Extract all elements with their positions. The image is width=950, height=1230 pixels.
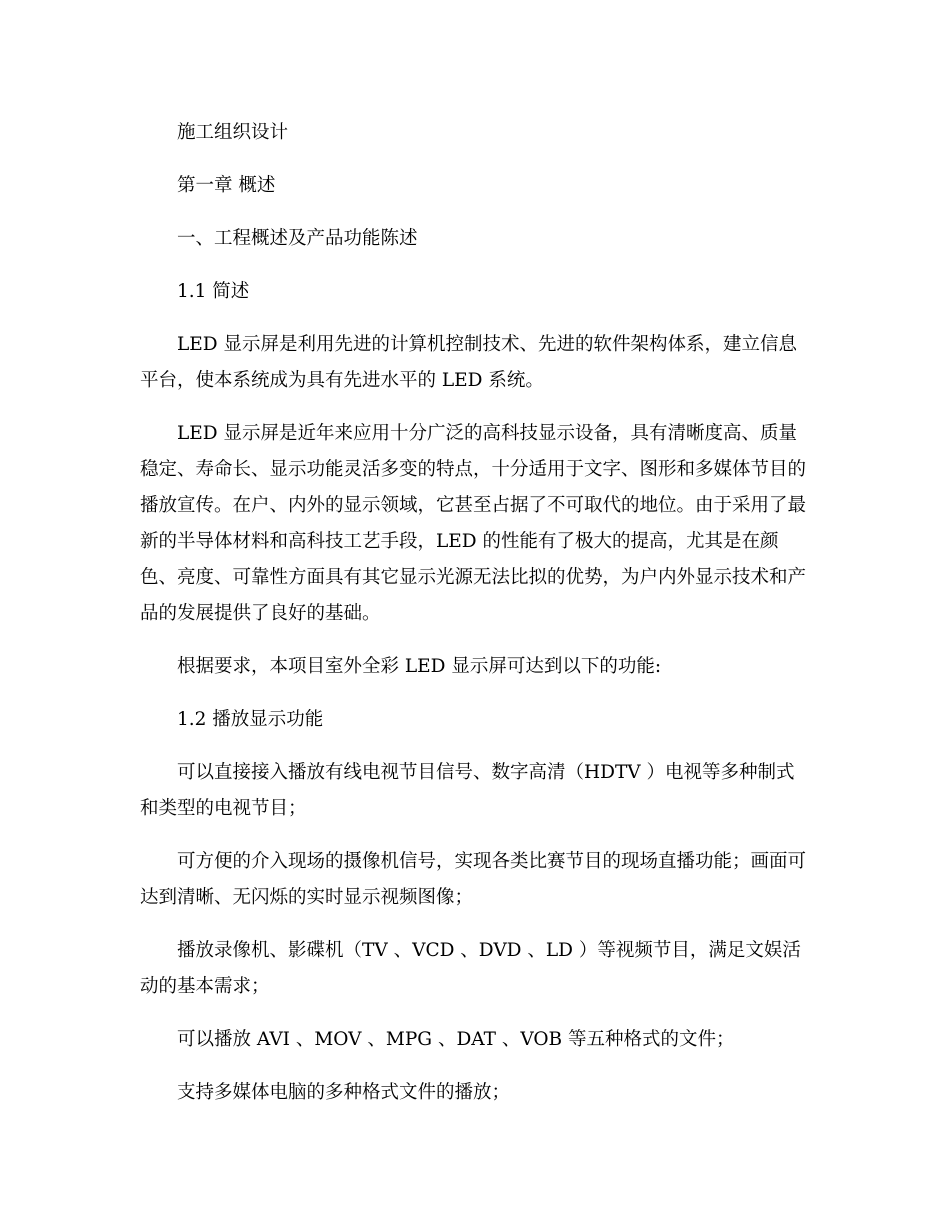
document-title: 施工组织设计: [177, 122, 289, 143]
paragraph-multimedia: 支持多媒体电脑的多种格式文件的播放；: [177, 1082, 511, 1103]
paragraph-video-playback: 播放录像机、影碟机（TV 、VCD 、DVD 、LD ）等视频节目，满足文娱活动的基本需求；: [140, 940, 801, 997]
paragraph-file-formats: 可以播放 AVI 、MOV 、MPG 、DAT 、VOB 等五种格式的文件；: [177, 1029, 735, 1050]
subsection-heading-1-2: 1.2 播放显示功能: [177, 709, 324, 730]
paragraph-intro: LED 显示屏是利用先进的计算机控制技术、先进的软件架构体系，建立信息平台，使本系统成为具有先进水平的 LED 系统。: [140, 334, 798, 391]
chapter-heading: 第一章 概述: [177, 175, 276, 196]
subsection-heading-1-1: 1.1 简述: [177, 281, 250, 302]
paragraph-description: LED 显示屏是近年来应用十分广泛的高科技显示设备，具有清晰度高、质量稳定、寿命长、显示功能灵活多变的特点，十分适用于文字、图形和多媒体节目的播放宣传。在户、内外的显示领域，它甚至占据了不可取代的地位。由于采用了最新的半导体材料和高科技工艺手段，LED 的性能有了极大的提高，尤其是在颜色、亮度、可靠性方面具有其它显示光源无法比拟的优势，为户内外显示技术和产品的发展提供了良好的基础。: [140, 423, 807, 624]
section-heading: 一、工程概述及产品功能陈述: [177, 228, 418, 249]
paragraph-camera-input: 可方便的介入现场的摄像机信号，实现各类比赛节目的现场直播功能；画面可达到清晰、无闪烁的实时显示视频图像；: [140, 851, 807, 908]
paragraph-requirements: 根据要求，本项目室外全彩 LED 显示屏可达到以下的功能:: [177, 656, 662, 677]
paragraph-tv-input: 可以直接接入播放有线电视节目信号、数字高清（HDTV ）电视等多种制式和类型的电视节目；: [140, 762, 795, 819]
